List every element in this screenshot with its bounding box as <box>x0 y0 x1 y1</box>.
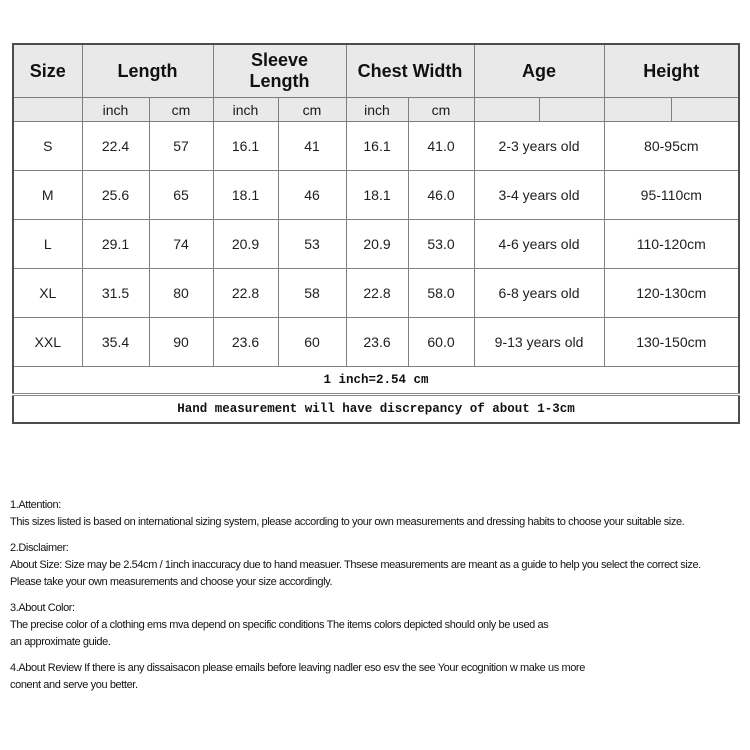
cell-size: L <box>13 220 82 269</box>
cell-length_cm: 74 <box>149 220 213 269</box>
cell-length_inch: 29.1 <box>82 220 149 269</box>
note-heading: 1.Attention: <box>10 499 61 511</box>
note-line: This sizes listed is based on international sizing system, please according to your own measurements and dressing habits to choose your suitable size. <box>10 516 685 528</box>
cell-length_inch: 35.4 <box>82 318 149 367</box>
cell-size: S <box>13 122 82 171</box>
unit-empty-age-right <box>539 98 604 122</box>
cell-height: 110-120cm <box>604 220 739 269</box>
cell-height: 130-150cm <box>604 318 739 367</box>
cell-size: M <box>13 171 82 220</box>
cell-height: 80-95cm <box>604 122 739 171</box>
cell-size: XXL <box>13 318 82 367</box>
cell-sleeve_inch: 22.8 <box>213 269 278 318</box>
unit-empty-size <box>13 98 82 122</box>
cell-length_cm: 80 <box>149 269 213 318</box>
note-section <box>10 600 750 651</box>
cell-sleeve_cm: 41 <box>278 122 346 171</box>
cell-height: 95-110cm <box>604 171 739 220</box>
unit-row <box>13 98 739 122</box>
unit-length-inch: inch <box>82 98 149 122</box>
header-length: Length <box>82 44 213 98</box>
footnote-hand-measurement: Hand measurement will have discrepancy of about 1-3cm <box>13 395 739 424</box>
cell-sleeve_inch: 16.1 <box>213 122 278 171</box>
unit-length-cm: cm <box>149 98 213 122</box>
header-sleeve-length-label: Sleeve Length <box>249 50 310 91</box>
cell-chest_cm: 53.0 <box>408 220 474 269</box>
cell-chest_inch: 22.8 <box>346 269 408 318</box>
cell-age: 2-3 years old <box>474 122 604 171</box>
note-section <box>10 540 750 591</box>
cell-height: 120-130cm <box>604 269 739 318</box>
header-height: Height <box>604 44 739 98</box>
unit-chest-inch: inch <box>346 98 408 122</box>
size-chart-table <box>12 43 740 424</box>
cell-size: XL <box>13 269 82 318</box>
cell-chest_inch: 18.1 <box>346 171 408 220</box>
unit-chest-cm: cm <box>408 98 474 122</box>
cell-age: 6-8 years old <box>474 269 604 318</box>
note-line: The precise color of a clothing ems mva depend on specific conditions The items colors depicted should only be used as <box>10 619 549 631</box>
cell-chest_cm: 41.0 <box>408 122 474 171</box>
note-line: 4.About Review If there is any dissaisacon please emails before leaving nadler eso esv the see Your ecognition w make us more <box>10 662 585 674</box>
unit-sleeve-cm: cm <box>278 98 346 122</box>
note-line: conent and serve you better. <box>10 679 138 691</box>
cell-sleeve_cm: 58 <box>278 269 346 318</box>
note-heading: 3.About Color: <box>10 602 75 614</box>
table-row <box>13 318 739 367</box>
cell-length_inch: 25.6 <box>82 171 149 220</box>
cell-length_cm: 57 <box>149 122 213 171</box>
cell-sleeve_inch: 20.9 <box>213 220 278 269</box>
table-row <box>13 122 739 171</box>
unit-empty-height-right <box>671 98 739 122</box>
note-section <box>10 660 750 694</box>
cell-length_cm: 90 <box>149 318 213 367</box>
cell-sleeve_cm: 60 <box>278 318 346 367</box>
cell-sleeve_inch: 18.1 <box>213 171 278 220</box>
cell-length_inch: 31.5 <box>82 269 149 318</box>
footnote-row-hand-measurement <box>13 395 739 424</box>
note-line: an approximate guide. <box>10 636 111 648</box>
cell-sleeve_cm: 53 <box>278 220 346 269</box>
note-line: Please take your own measurements and choose your size accordingly. <box>10 576 333 588</box>
cell-chest_inch: 16.1 <box>346 122 408 171</box>
note-line: About Size: Size may be 2.54cm / 1inch inaccuracy due to hand measuer. Thsese measurements are meant as a guide to help you select the correct size. <box>10 559 701 571</box>
cell-age: 3-4 years old <box>474 171 604 220</box>
cell-length_cm: 65 <box>149 171 213 220</box>
footnote-row-inch-conversion <box>13 367 739 395</box>
cell-chest_cm: 58.0 <box>408 269 474 318</box>
header-sleeve-length <box>213 44 346 98</box>
header-chest-width: Chest Width <box>346 44 474 98</box>
unit-sleeve-inch: inch <box>213 98 278 122</box>
unit-empty-height-left <box>604 98 671 122</box>
cell-sleeve_cm: 46 <box>278 171 346 220</box>
cell-sleeve_inch: 23.6 <box>213 318 278 367</box>
cell-chest_inch: 20.9 <box>346 220 408 269</box>
note-section <box>10 497 750 531</box>
notes <box>10 497 750 703</box>
footnote-inch-conversion: 1 inch=2.54 cm <box>13 367 739 395</box>
cell-age: 9-13 years old <box>474 318 604 367</box>
table-row <box>13 269 739 318</box>
cell-chest_cm: 46.0 <box>408 171 474 220</box>
cell-chest_inch: 23.6 <box>346 318 408 367</box>
header-size: Size <box>13 44 82 98</box>
unit-empty-age-left <box>474 98 539 122</box>
cell-chest_cm: 60.0 <box>408 318 474 367</box>
table-row <box>13 220 739 269</box>
header-row <box>13 44 739 98</box>
table-row <box>13 171 739 220</box>
cell-length_inch: 22.4 <box>82 122 149 171</box>
note-heading: 2.Disclaimer: <box>10 542 69 554</box>
cell-age: 4-6 years old <box>474 220 604 269</box>
header-age: Age <box>474 44 604 98</box>
